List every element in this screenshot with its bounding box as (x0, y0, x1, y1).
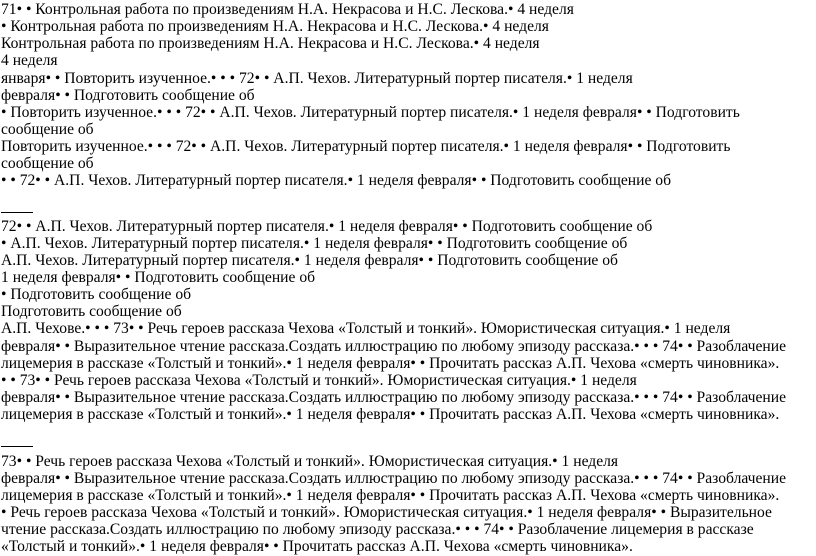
text-line: • Подготовить сообщение об (1, 286, 192, 303)
text-line: • • 73• • Речь героев рассказа Чехова «Толстый и тонкий». Юмористическая ситуация.• 1 неделя (1, 372, 637, 389)
text-line: Контрольная работа по произведениям Н.А. Некрасова и Н.С. Лескова.• 4 неделя (1, 35, 540, 52)
text-line: • Повторить изученное.• • • 72• • А.П. Чехов. Литературный портер писателя.• 1 неделя февраля• • Подготовить (1, 104, 740, 121)
text-line: • Речь героев рассказа Чехова «Толстый и тонкий». Юмористическая ситуация.• 1 неделя февраля• • Выразительное (1, 504, 772, 521)
text-line: А.П. Чехов. Литературный портер писателя.• 1 неделя февраля• • Подготовить сообщение об (1, 252, 618, 269)
section-rule (1, 446, 33, 447)
text-line: А.П. Чехове.• • • 73• • Речь героев рассказа Чехова «Толстый и тонкий». Юмористическая ситуация.• 1 неделя (1, 320, 731, 337)
text-line: января• • Повторить изученное.• • • 72• • А.П. Чехов. Литературный портер писателя.• 1 неделя (1, 70, 633, 87)
text-line: февраля• • Выразительное чтение рассказа.Создать иллюстрацию по любому эпизоду рассказа.• • • 74• • Разоблачение (1, 389, 787, 406)
text-line: февраля• • Подготовить сообщение об (1, 87, 255, 104)
text-line: 72• • А.П. Чехов. Литературный портер писателя.• 1 неделя февраля• • Подготовить сообщение об (1, 218, 653, 235)
text-line: лицемерия в рассказе «Толстый и тонкий».• 1 неделя февраля• • Прочитать рассказ А.П. Чехова «смерть чиновника». (1, 406, 780, 423)
text-line: 71• • Контрольная работа по произведениям Н.А. Некрасова и Н.С. Лескова.• 4 неделя (1, 1, 574, 18)
section-rule (1, 212, 33, 213)
text-line: февраля• • Выразительное чтение рассказа.Создать иллюстрацию по любому эпизоду рассказа.• • • 74• • Разоблачение (1, 338, 787, 355)
text-line: • Контрольная работа по произведениям Н.А. Некрасова и Н.С. Лескова.• 4 неделя (1, 18, 549, 35)
text-line: 1 неделя февраля• • Подготовить сообщение об (1, 269, 316, 286)
text-line: февраля• • Выразительное чтение рассказа.Создать иллюстрацию по любому эпизоду рассказа.• • • 74• • Разоблачение (1, 470, 787, 487)
text-line: сообщение об (1, 155, 94, 172)
text-line: сообщение об (1, 121, 94, 138)
text-line: Повторить изученное.• • • 72• • А.П. Чехов. Литературный портер писателя.• 1 неделя февраля• • Подготовить (1, 138, 731, 155)
text-line: Подготовить сообщение об (1, 303, 182, 320)
text-line: 4 неделя (1, 52, 58, 69)
text-line: «Толстый и тонкий».• 1 неделя февраля• • Прочитать рассказ А.П. Чехова «смерть чиновника». (1, 538, 633, 555)
text-line: • • 72• • А.П. Чехов. Литературный портер писателя.• 1 неделя февраля• • Подготовить сообщение об (1, 172, 671, 189)
text-line: • А.П. Чехов. Литературный портер писателя.• 1 неделя февраля• • Подготовить сообщение об (1, 235, 628, 252)
text-line: лицемерия в рассказе «Толстый и тонкий».• 1 неделя февраля• • Прочитать рассказ А.П. Чехова «смерть чиновника». (1, 355, 780, 372)
text-line: лицемерия в рассказе «Толстый и тонкий».• 1 неделя февраля• • Прочитать рассказ А.П. Чехова «смерть чиновника». (1, 487, 780, 504)
text-line: чтение рассказа.Создать иллюстрацию по любому эпизоду рассказа.• • • 74• • Разоблачение лицемерия в рассказе (1, 521, 754, 538)
text-line: 73• • Речь героев рассказа Чехова «Толстый и тонкий». Юмористическая ситуация.• 1 неделя (1, 453, 619, 470)
